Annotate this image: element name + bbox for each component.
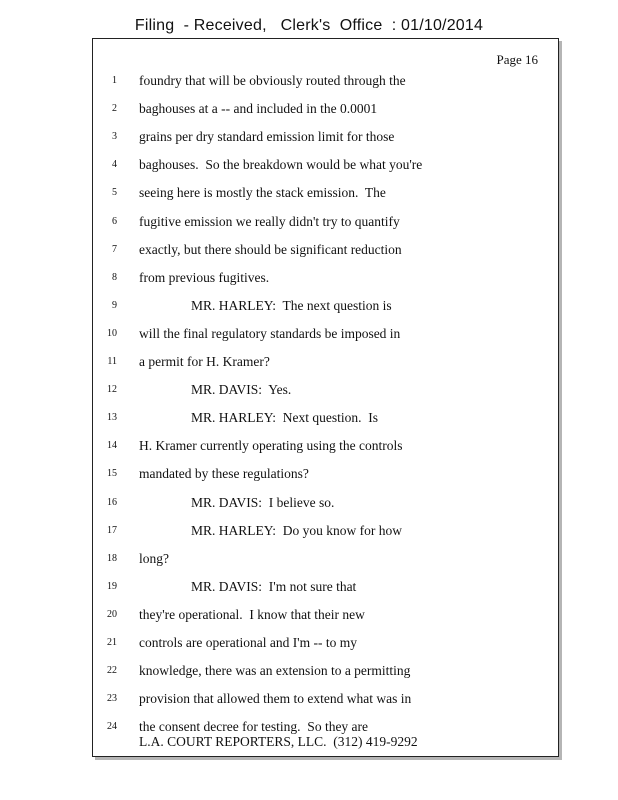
line-text: foundry that will be obviously routed through the	[139, 73, 406, 88]
transcript-line	[93, 495, 553, 513]
line-number: 24	[107, 721, 117, 733]
line-text: MR. HARLEY: Do you know for how	[191, 522, 403, 538]
line-number: 12	[107, 384, 117, 396]
line-text: baghouses at a -- and included in the 0.0001	[139, 101, 378, 117]
line-number: 22	[107, 665, 117, 677]
page-number: Page 16	[496, 52, 538, 67]
transcript-line	[93, 214, 553, 232]
transcript-page	[92, 38, 559, 757]
line-text: MR. HARLEY: The next question is	[191, 297, 392, 313]
line-number: 14	[107, 440, 117, 452]
line-number: 15	[107, 468, 117, 480]
transcript-line	[93, 410, 553, 428]
line-number: 7	[112, 243, 117, 255]
line-text: MR. DAVIS: Yes.	[191, 382, 292, 398]
line-number: 23	[107, 693, 117, 705]
transcript-line	[93, 326, 553, 344]
line-number: 20	[107, 608, 117, 620]
line-number: 3	[112, 131, 117, 143]
transcript-line	[93, 551, 553, 569]
transcript-line	[93, 129, 553, 147]
line-number: 10	[107, 327, 117, 339]
transcript-line	[93, 382, 553, 400]
line-text: mandated by these regulations?	[139, 466, 309, 482]
line-number: 19	[107, 580, 117, 592]
line-text: long?	[139, 550, 169, 566]
line-number: 21	[107, 637, 117, 648]
transcript-line	[93, 157, 553, 175]
transcript-line	[93, 101, 553, 119]
line-text: H. Kramer currently operating using the controls	[139, 438, 403, 454]
line-text: MR. DAVIS: I believe so.	[191, 494, 335, 510]
transcript-line	[93, 607, 553, 625]
transcript-line	[93, 298, 553, 316]
line-text: a permit for H. Kramer?	[139, 354, 270, 369]
line-text: baghouses. So the breakdown would be what you're	[139, 157, 423, 173]
transcript-line	[93, 438, 553, 456]
line-number: 5	[112, 187, 117, 199]
line-text: knowledge, there was an extension to a permitting	[139, 663, 411, 679]
line-number: 16	[107, 496, 117, 508]
line-number: 8	[112, 271, 117, 283]
line-number: 18	[107, 552, 117, 564]
line-text: the consent decree for testing. So they are	[139, 719, 369, 735]
line-number: 6	[112, 215, 117, 227]
line-number: 17	[107, 524, 117, 536]
line-number: 4	[112, 159, 117, 171]
transcript-line	[93, 635, 553, 653]
line-number: 2	[112, 103, 117, 115]
transcript-line	[93, 73, 553, 91]
transcript-line	[93, 242, 553, 260]
line-text: MR. DAVIS: I'm not sure that	[191, 578, 357, 594]
line-number: 13	[107, 412, 117, 424]
transcript-line	[93, 466, 553, 484]
line-number: 1	[112, 75, 117, 86]
transcript-line	[93, 691, 553, 709]
transcript-line	[93, 663, 553, 681]
transcript-line	[93, 185, 553, 203]
line-number: 9	[112, 299, 117, 311]
transcript-line	[93, 354, 553, 372]
filing-stamp: Filing - Received, Clerk's Office : 01/10/2014	[134, 17, 484, 34]
line-text: MR. HARLEY: Next question. Is	[191, 410, 379, 426]
line-text: from previous fugitives.	[139, 269, 270, 285]
reporter-footer: L.A. COURT REPORTERS, LLC. (312) 419-9292	[139, 734, 418, 749]
line-text: seeing here is mostly the stack emission. The	[139, 185, 386, 201]
line-text: grains per dry standard emission limit for those	[139, 129, 395, 145]
line-text: exactly, but there should be significant reduction	[139, 241, 402, 257]
line-text: controls are operational and I'm -- to my	[139, 635, 357, 650]
line-text: fugitive emission we really didn't try to quantify	[139, 213, 400, 229]
line-text: provision that allowed them to extend what was in	[139, 691, 412, 707]
line-text: they're operational. I know that their new	[139, 606, 365, 622]
line-text: will the final regulatory standards be imposed in	[139, 325, 401, 341]
line-number: 11	[107, 356, 117, 367]
transcript-line	[93, 270, 553, 288]
transcript-line	[93, 579, 553, 597]
transcript-line	[93, 523, 553, 541]
